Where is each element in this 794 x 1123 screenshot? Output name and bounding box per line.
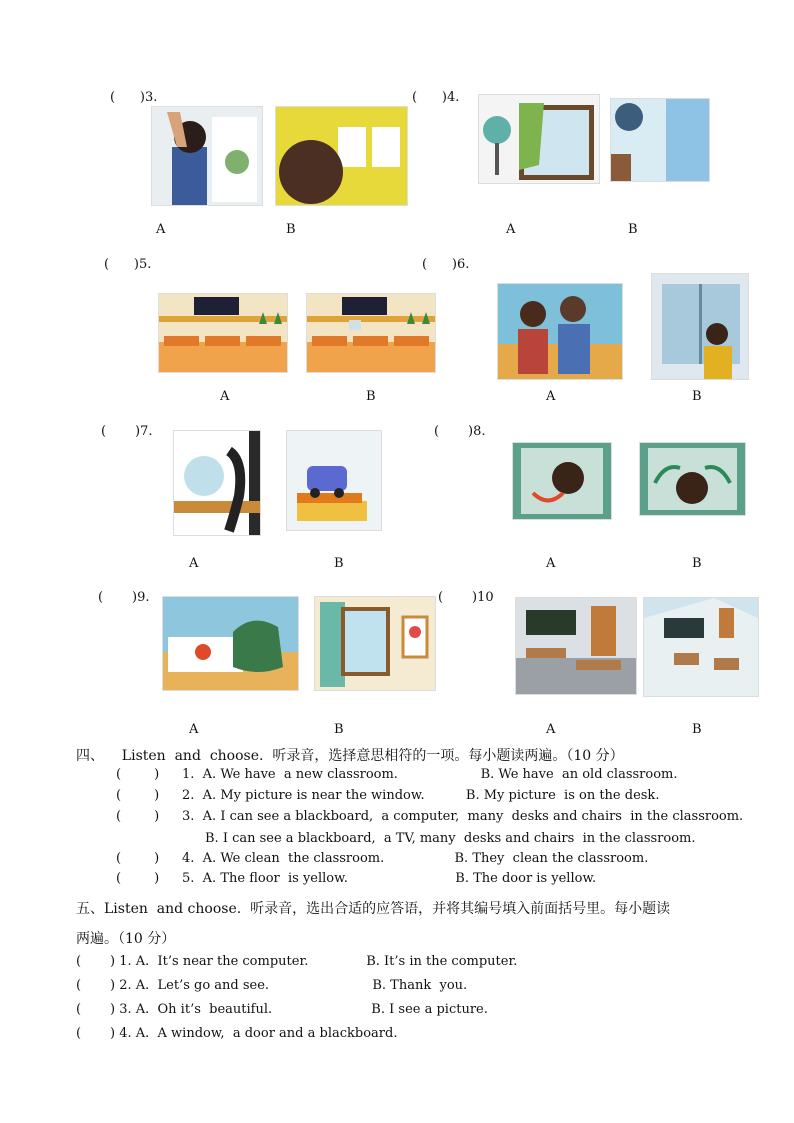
s5-item-3: ( ) 3. A. Oh it’s beautiful. B. I see a picture. [76,1002,488,1017]
q10-picture-a-classroom-blackboard [515,597,637,695]
section-5-heading-line-1: 五、Listen and choose. 听录音，选出合适的应答语，并将其编号填入前面括号里。每小题读 [76,901,671,917]
q6-picture-b-boy-cleaning-window [651,273,749,380]
q7-label-a: A [189,556,199,571]
s4-item-4-paren: ( ) [116,851,160,866]
q7-picture-b-toy-car-on-book [286,430,382,531]
q9-picture-a-bag-on-desk [162,596,299,691]
q8-picture-b-girl-opening-window [639,442,746,516]
s4-item-3-paren: ( ) [116,809,160,824]
question-4-number: ( )4. [412,90,460,105]
q6-picture-a-two-children [497,283,623,380]
q5-label-b: B [366,389,376,404]
s4-item-5-text: 5. A. The floor is yellow. B. The door is yellow. [182,871,597,886]
q6-label-a: A [546,389,556,404]
q3-label-b: B [286,222,296,237]
s4-item-2-text: 2. A. My picture is near the window. B. My picture is on the desk. [182,788,660,803]
q10-picture-b-classroom-3d [643,597,759,697]
section-4-heading: 四、 Listen and choose. 听录音，选择意思相符的一项。每小题读两遍。（10 分） [76,748,624,764]
s4-item-3-text: 3. A. I can see a blackboard, a computer, many desks and chairs in the classroom. [182,809,744,824]
s5-item-2: ( ) 2. A. Let’s go and see. B. Thank you. [76,978,468,993]
q9-label-a: A [189,722,199,737]
question-8-number: ( )8. [434,424,486,439]
q4-picture-a-fan-window [478,94,600,184]
q3-picture-a-hand-wiping-wall [151,106,263,206]
q3-picture-b-light-switch [275,106,408,206]
q10-label-a: A [546,722,556,737]
q8-label-b: B [692,556,702,571]
q7-label-b: B [334,556,344,571]
q5-picture-a-classroom-desks [158,293,288,373]
q6-label-b: B [692,389,702,404]
s4-item-5-paren: ( ) [116,871,160,886]
q3-label-a: A [156,222,166,237]
section-5-heading-line-2: 两遍。（10 分） [76,931,176,947]
q5-picture-b-classroom-desks [306,293,436,373]
q9-label-b: B [334,722,344,737]
question-6-number: ( )6. [422,257,470,272]
q4-label-b: B [628,222,638,237]
s4-item-2-paren: ( ) [116,788,160,803]
q4-picture-b-fan-curtain [610,98,710,182]
s4-item-3-option-b: B. I can see a blackboard, a TV, many desks and chairs in the classroom. [205,831,696,846]
q7-picture-a-cat-fishbowl [173,430,261,536]
s5-item-1: ( ) 1. A. It’s near the computer. B. It’s in the computer. [76,954,518,969]
q9-picture-b-window-picture [314,596,436,691]
question-9-number: ( )9. [98,590,150,605]
question-10-number: ( )10 [438,590,494,605]
q4-label-a: A [506,222,516,237]
question-5-number: ( )5. [104,257,152,272]
s4-item-1-paren: ( ) [116,767,160,782]
s5-item-4: ( ) 4. A. A window, a door and a blackboard. [76,1026,398,1041]
q8-picture-a-girl-closing-window [512,442,612,520]
q10-label-b: B [692,722,702,737]
s4-item-1-text: 1. A. We have a new classroom. B. We have an old classroom. [182,767,678,782]
question-3-number: ( )3. [110,90,158,105]
s4-item-4-text: 4. A. We clean the classroom. B. They clean the classroom. [182,851,649,866]
question-7-number: ( )7. [101,424,153,439]
q8-label-a: A [546,556,556,571]
q5-label-a: A [220,389,230,404]
